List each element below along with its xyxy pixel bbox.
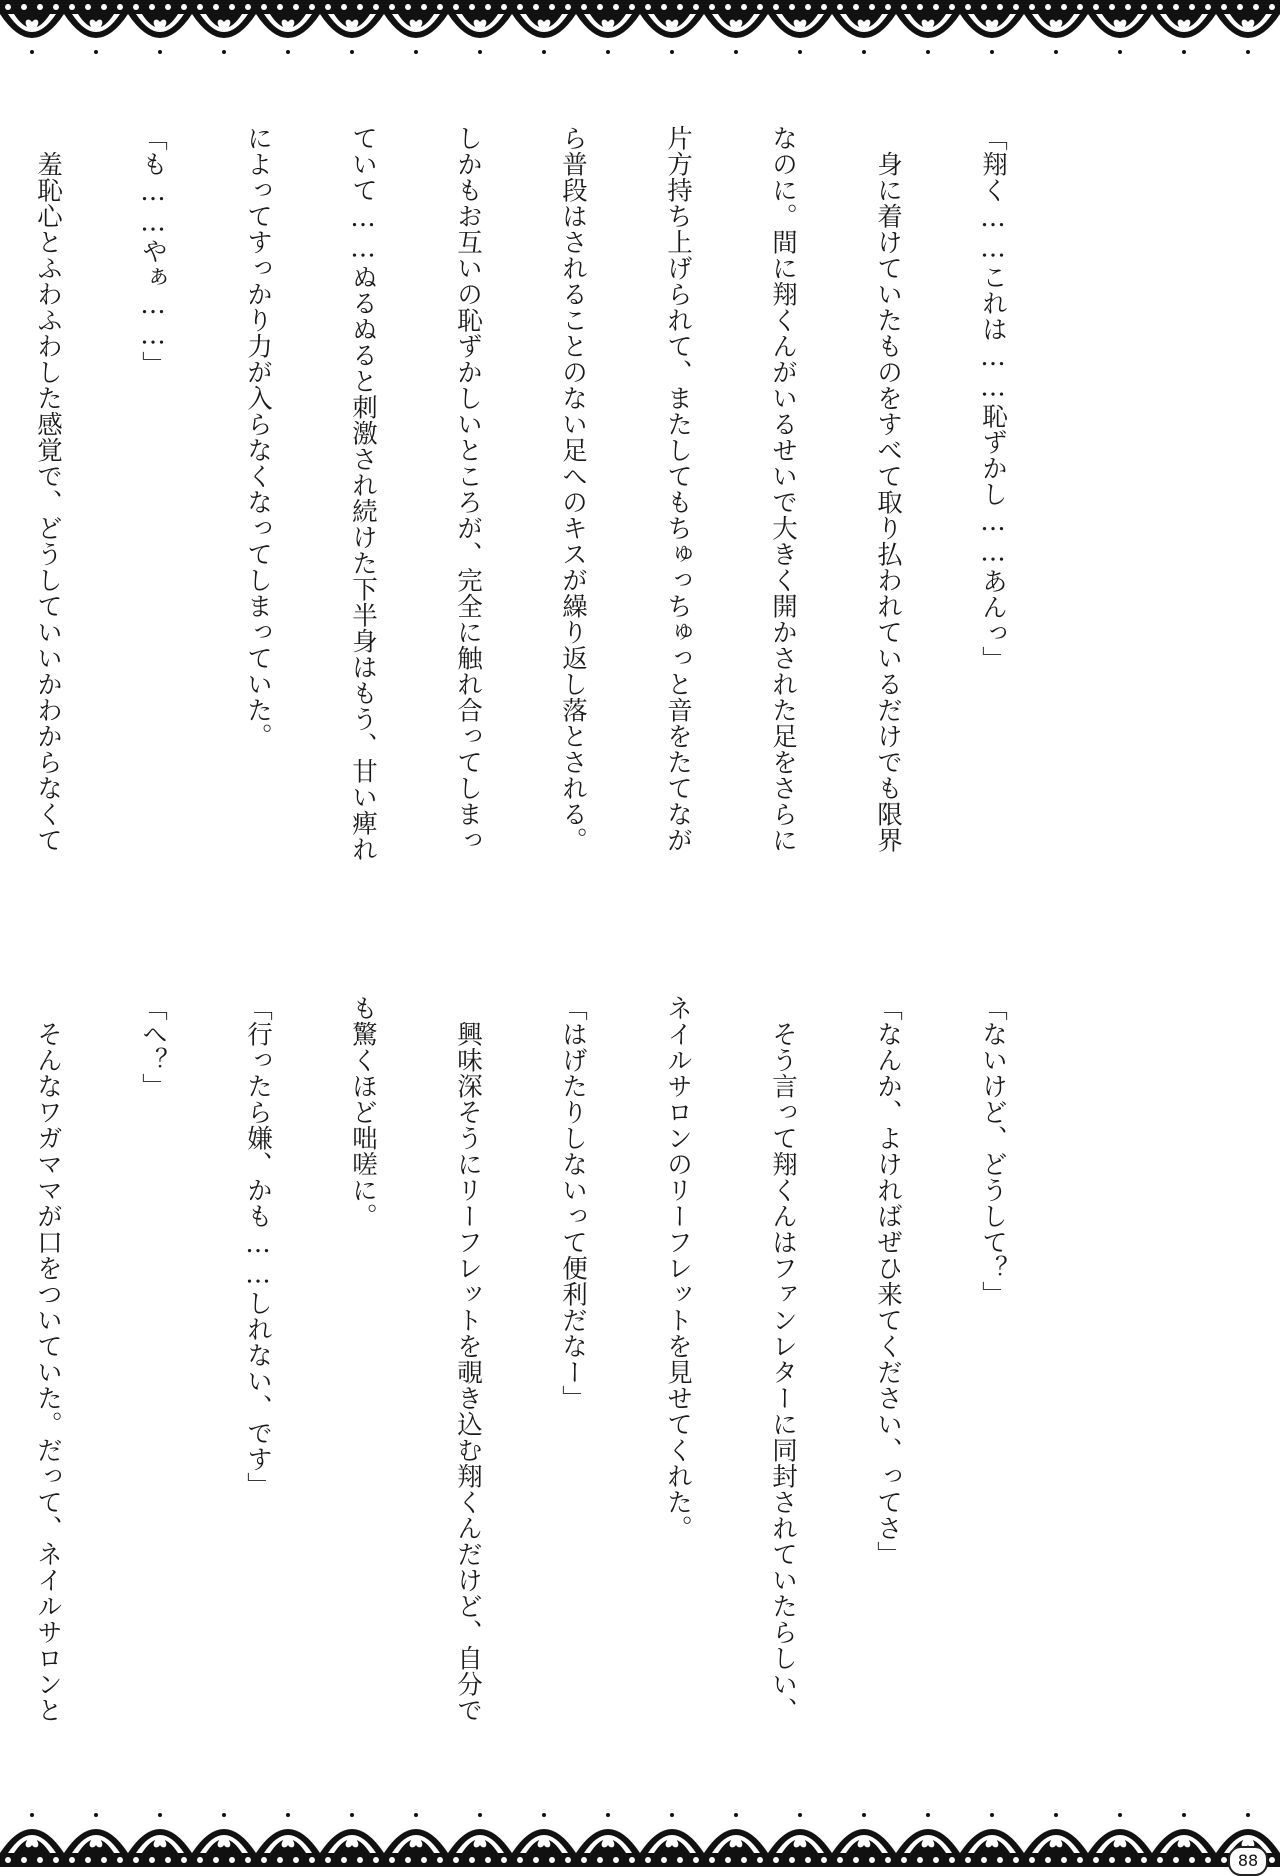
text-line: によってすっかり力が入らなくなってしまっていた。 [243, 125, 273, 749]
page-number: 88 [1228, 1846, 1268, 1876]
text-line: 「ないけど、どうして？」 [978, 995, 1008, 1307]
text-line: ら普段はされることのない足へのキスが繰り返し落とされる。 [558, 125, 588, 853]
text-line: 「行ったら嫌、かも……しれない、です」 [243, 995, 273, 1498]
text-line: なのに。間に翔くんがいるせいで大きく開かされた足をさらに [768, 125, 798, 853]
text-line: 身に着けていたものをすべて取り払われているだけでも限界 [873, 125, 903, 853]
text-line: 「なんか、よければぜひ来てください、ってさ」 [873, 995, 903, 1567]
text-line: 「も……やぁ……」 [138, 125, 168, 377]
top-lace-border [0, 0, 1280, 62]
text-line: そんなワガママが口をついていた。だって、ネイルサロンと [33, 995, 63, 1723]
text-block-upper [33, 125, 1080, 895]
text-line: ネイルサロンのリーフレットを見せてくれた。 [663, 995, 693, 1541]
text-line: ていて……ぬるぬると刺激され続けた下半身はもう、甘い痺れ [348, 125, 378, 862]
bottom-lace-svg [0, 1805, 1280, 1867]
text-line: 「へ？」 [138, 995, 168, 1099]
text-line: 羞恥心とふわふわした感覚で、どうしていいかわからなくて [33, 125, 63, 853]
top-lace-svg [0, 0, 1280, 62]
text-line: 「はげたりしないって便利だなー」 [558, 995, 588, 1411]
bottom-lace-border [0, 1805, 1280, 1867]
text-line: も驚くほど咄嗟に。 [348, 995, 378, 1229]
text-line: しかもお互いの恥ずかしいところが、完全に触れ合ってしまっ [453, 125, 483, 853]
text-line: 「翔く……これは……恥ずかし……あんっ」 [978, 125, 1008, 672]
text-line: 片方持ち上げられて、またしてもちゅっちゅっと音をたてなが [663, 125, 693, 853]
text-line: 興味深そうにリーフレットを覗き込む翔くんだけど、自分で [453, 995, 483, 1723]
text-block-lower [33, 995, 1080, 1755]
text-line: そう言って翔くんはファンレターに同封されていたらしい、 [768, 995, 798, 1723]
